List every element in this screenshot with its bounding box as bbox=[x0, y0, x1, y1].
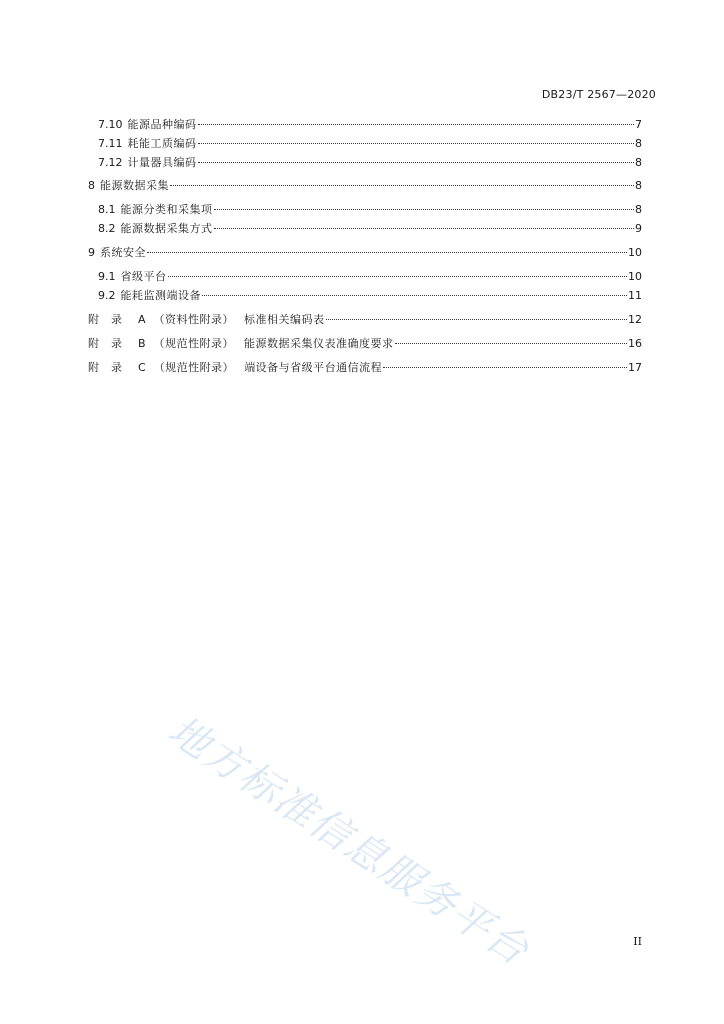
dot-leader bbox=[202, 295, 627, 296]
toc-entry[interactable] bbox=[98, 117, 642, 133]
dot-leader bbox=[383, 367, 627, 368]
toc-entry-page: 10 bbox=[628, 246, 642, 259]
annex-prefix: 附录 bbox=[88, 313, 134, 326]
toc-entry-number: 8.1 bbox=[98, 203, 116, 216]
toc-entry-page: 12 bbox=[628, 313, 642, 326]
toc-entry-label: 能源分类和采集项 bbox=[120, 203, 213, 216]
toc-entry-number: 9.1 bbox=[98, 270, 116, 283]
toc-entry[interactable] bbox=[98, 136, 642, 152]
dot-leader bbox=[168, 276, 628, 277]
toc-entry-label: 能源数据采集方式 bbox=[120, 222, 213, 235]
toc-annex-entry[interactable] bbox=[88, 336, 642, 352]
toc-entry-label: 省级平台 bbox=[120, 270, 167, 283]
toc-entry[interactable] bbox=[98, 288, 642, 304]
toc-entry-number: 9.2 bbox=[98, 289, 116, 302]
toc-entry-page: 7 bbox=[635, 118, 642, 131]
annex-kind: （规范性附录） bbox=[153, 361, 235, 374]
toc-entry-page: 9 bbox=[635, 222, 642, 235]
toc-entry-page: 11 bbox=[628, 289, 642, 302]
annex-prefix: 附录 bbox=[88, 337, 134, 350]
annex-title: 标准相关编码表 bbox=[244, 313, 325, 326]
dot-leader bbox=[395, 343, 627, 344]
toc-entry[interactable] bbox=[98, 155, 642, 171]
annex-title: 端设备与省级平台通信流程 bbox=[244, 361, 383, 374]
toc-entry-page: 8 bbox=[635, 179, 642, 192]
toc-entry-number: 8.2 bbox=[98, 222, 116, 235]
toc-entry-number: 7.10 bbox=[98, 118, 123, 131]
annex-kind: （资料性附录） bbox=[153, 313, 235, 326]
toc-entry-page: 8 bbox=[635, 156, 642, 169]
toc-entry[interactable] bbox=[98, 202, 642, 218]
annex-letter: C bbox=[138, 361, 146, 374]
annex-prefix: 附录 bbox=[88, 361, 134, 374]
toc-entry[interactable] bbox=[88, 178, 642, 194]
toc-annex-entry[interactable] bbox=[88, 312, 642, 328]
toc-entry-number: 7.11 bbox=[98, 137, 123, 150]
toc-entry[interactable] bbox=[88, 245, 642, 261]
annex-letter: A bbox=[138, 313, 146, 326]
toc-entry-label: 耗能工质编码 bbox=[127, 137, 197, 150]
dot-leader bbox=[170, 185, 634, 186]
toc-entry-label: 能源品种编码 bbox=[127, 118, 197, 131]
toc-entry-number: 9 bbox=[88, 246, 95, 259]
toc-entry[interactable] bbox=[98, 221, 642, 237]
dot-leader bbox=[147, 252, 627, 253]
toc-entry-page: 16 bbox=[628, 337, 642, 350]
annex-title: 能源数据采集仪表准确度要求 bbox=[244, 337, 394, 350]
annex-kind: （规范性附录） bbox=[153, 337, 235, 350]
toc-entry-page: 8 bbox=[635, 137, 642, 150]
dot-leader bbox=[198, 162, 635, 163]
dot-leader bbox=[214, 228, 635, 229]
watermark: 地方标准信息服务平台 bbox=[160, 707, 538, 975]
toc-entry-page: 8 bbox=[635, 203, 642, 216]
dot-leader bbox=[326, 319, 627, 320]
dot-leader bbox=[214, 209, 635, 210]
toc-entry-label: 系统安全 bbox=[100, 246, 146, 259]
toc-entry-number: 7.12 bbox=[98, 156, 123, 169]
page-number: II bbox=[633, 935, 642, 948]
toc-entry-label: 计量器具编码 bbox=[127, 156, 197, 169]
toc-entry-page: 17 bbox=[628, 361, 642, 374]
toc-entry-label: 能耗监测端设备 bbox=[120, 289, 201, 302]
toc-entry-number: 8 bbox=[88, 179, 95, 192]
dot-leader bbox=[198, 124, 635, 125]
toc-entry[interactable] bbox=[98, 269, 642, 285]
toc-entry-label: 能源数据采集 bbox=[100, 179, 169, 192]
toc-entry-page: 10 bbox=[628, 270, 642, 283]
dot-leader bbox=[198, 143, 635, 144]
annex-letter: B bbox=[138, 337, 146, 350]
document-code: DB23/T 2567—2020 bbox=[541, 88, 656, 101]
toc-annex-entry[interactable] bbox=[88, 360, 642, 376]
